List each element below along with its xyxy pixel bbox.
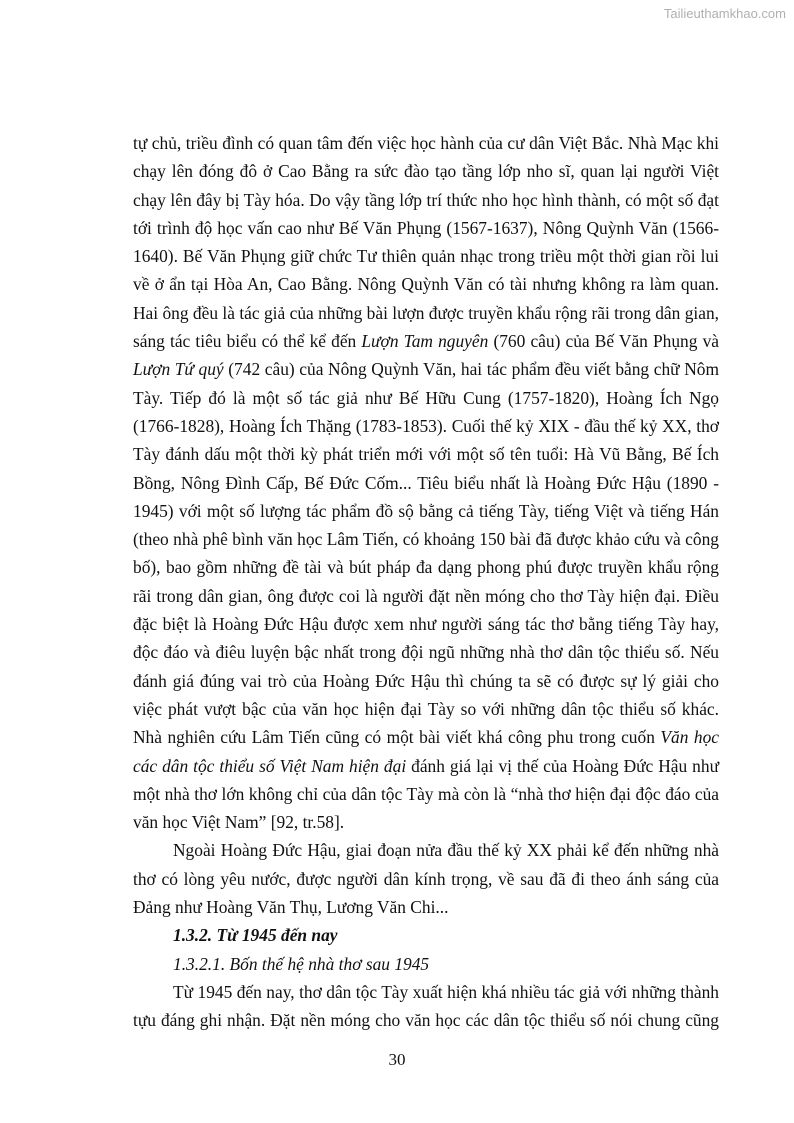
- work-title: các dân tộc thiểu số Việt Nam hiện đại: [133, 755, 407, 776]
- text-line: (theo nhà phê bình văn học Lâm Tiến, có khoảng 150 bài đã được khảo cứu và công: [133, 529, 719, 550]
- text-line: [133, 355, 719, 383]
- text-line: chạy lên đóng đô ở Cao Bằng ra sức đào tạo tầng lớp nho sĩ, quan lại người Việt: [133, 161, 719, 182]
- text-line: 1945) với một số lượng tác phẩm đồ sộ bằng cả tiếng Tày, tiếng Việt và tiếng Hán: [133, 500, 719, 521]
- text-span: Nhà nghiên cứu Lâm Tiến cũng có một bài viết khá công phu trong cuốn: [133, 727, 661, 748]
- section-heading: 1.3.2. Từ 1945 đến nay: [173, 925, 338, 946]
- text-line: Tày đánh dấu một thời kỳ phát triển mới với một số tên tuổi: Hà Vũ Bằng, Bế Ích: [133, 444, 719, 465]
- text-line: Ngoài Hoàng Đức Hậu, giai đoạn nửa đầu thế kỷ XX phải kể đến những nhà: [173, 840, 719, 861]
- text-line: 1640). Bế Văn Phụng giữ chức Tư thiên quản nhạc trong triều một thời gian rồi lui: [133, 246, 719, 267]
- text-line: độc đáo và điêu luyện bậc nhất trong đội ngũ những nhà thơ dân tộc thiểu số. Nếu: [133, 642, 719, 663]
- text-line: [133, 723, 719, 751]
- page-body: [133, 129, 719, 1035]
- text-line: tựu đáng ghi nhận. Đặt nền móng cho văn học các dân tộc thiểu số nói chung cũng: [133, 1010, 719, 1031]
- text-line: tới trình độ học vấn cao như Bế Văn Phụng (1567-1637), Nông Quỳnh Văn (1566-: [133, 217, 719, 238]
- text-line: Hai ông đều là tác giả của những bài lượn được truyền khẩu rộng rãi trong dân gian,: [133, 302, 719, 323]
- work-title: Lượn Tam nguyên: [361, 331, 489, 352]
- text-span: (760 câu) của Bế Văn Phụng và: [488, 331, 719, 352]
- text-span: đánh giá lại vị thế của Hoàng Đức Hậu như: [406, 755, 719, 776]
- work-title: Lượn Tứ quý: [133, 359, 224, 380]
- text-line: thơ có lòng yêu nước, được người dân kính trọng, về sau đã đi theo ánh sáng của: [133, 868, 719, 889]
- text-span: (742 câu) của Nông Quỳnh Văn, hai tác phẩm đều viết bằng chữ Nôm: [223, 359, 719, 380]
- text-line: đặc biệt là Hoàng Đức Hậu được xem như người sáng tác thơ bằng tiếng Tày hay,: [133, 614, 719, 635]
- text-line: Bồng, Nông Đình Cấp, Bế Đức Cốm... Tiêu biểu nhất là Hoàng Đức Hậu (1890 -: [133, 472, 719, 493]
- watermark: Tailieuthamkhao.com: [663, 6, 786, 21]
- text-line: về ở ẩn tại Hòa An, Cao Bằng. Nông Quỳnh Văn có tài nhưng không ra làm quan.: [133, 274, 719, 295]
- text-line: văn học Việt Nam” [92, tr.58].: [133, 812, 345, 833]
- page-number: 30: [388, 1050, 406, 1069]
- work-title: Văn học: [660, 727, 720, 748]
- text-line: [133, 752, 719, 780]
- text-line: rãi trong dân gian, ông được coi là người đặt nền móng cho thơ Tày hiện đại. Điều: [133, 585, 719, 606]
- text-line: Từ 1945 đến nay, thơ dân tộc Tày xuất hiện khá nhiều tác giả với những thành: [173, 981, 719, 1002]
- text-line: tự chủ, triều đình có quan tâm đến việc học hành của cư dân Việt Bắc. Nhà Mạc khi: [133, 133, 719, 153]
- text-line: đánh giá đúng vai trò của Hoàng Đức Hậu thì chúng ta sẽ có được sự lý giải cho: [133, 670, 719, 691]
- text-line: Đảng như Hoàng Văn Thụ, Lương Văn Chi...: [133, 897, 449, 918]
- text-line: một nhà thơ lớn không chỉ của dân tộc Tày mà còn là “nhà thơ hiện đại độc đáo của: [133, 783, 719, 804]
- subsection-heading: 1.3.2.1. Bốn thế hệ nhà thơ sau 1945: [173, 953, 430, 974]
- text-line: Tày. Tiếp đó là một số tác giả như Bế Hữu Cung (1757-1820), Hoàng Ích Ngọ: [133, 387, 719, 408]
- text-line: bố), bao gồm những đề tài và bút pháp đa dạng phong phú được truyền khẩu rộng: [133, 557, 719, 578]
- text-line: việc phát vượt bậc của văn học hiện đại Tày so với những dân tộc thiểu số khác.: [133, 698, 719, 719]
- text-line: (1766-1828), Hoàng Ích Thặng (1783-1853). Cuối thế kỷ XIX - đầu thế kỷ XX, thơ: [133, 415, 719, 436]
- text-line: [133, 327, 719, 355]
- text-line: chạy lên đây bị Tày hóa. Do vậy tầng lớp trí thức nho học hình thành, có một số đạt: [133, 189, 719, 210]
- text-span: sáng tác tiêu biểu có thể kể đến: [133, 331, 362, 352]
